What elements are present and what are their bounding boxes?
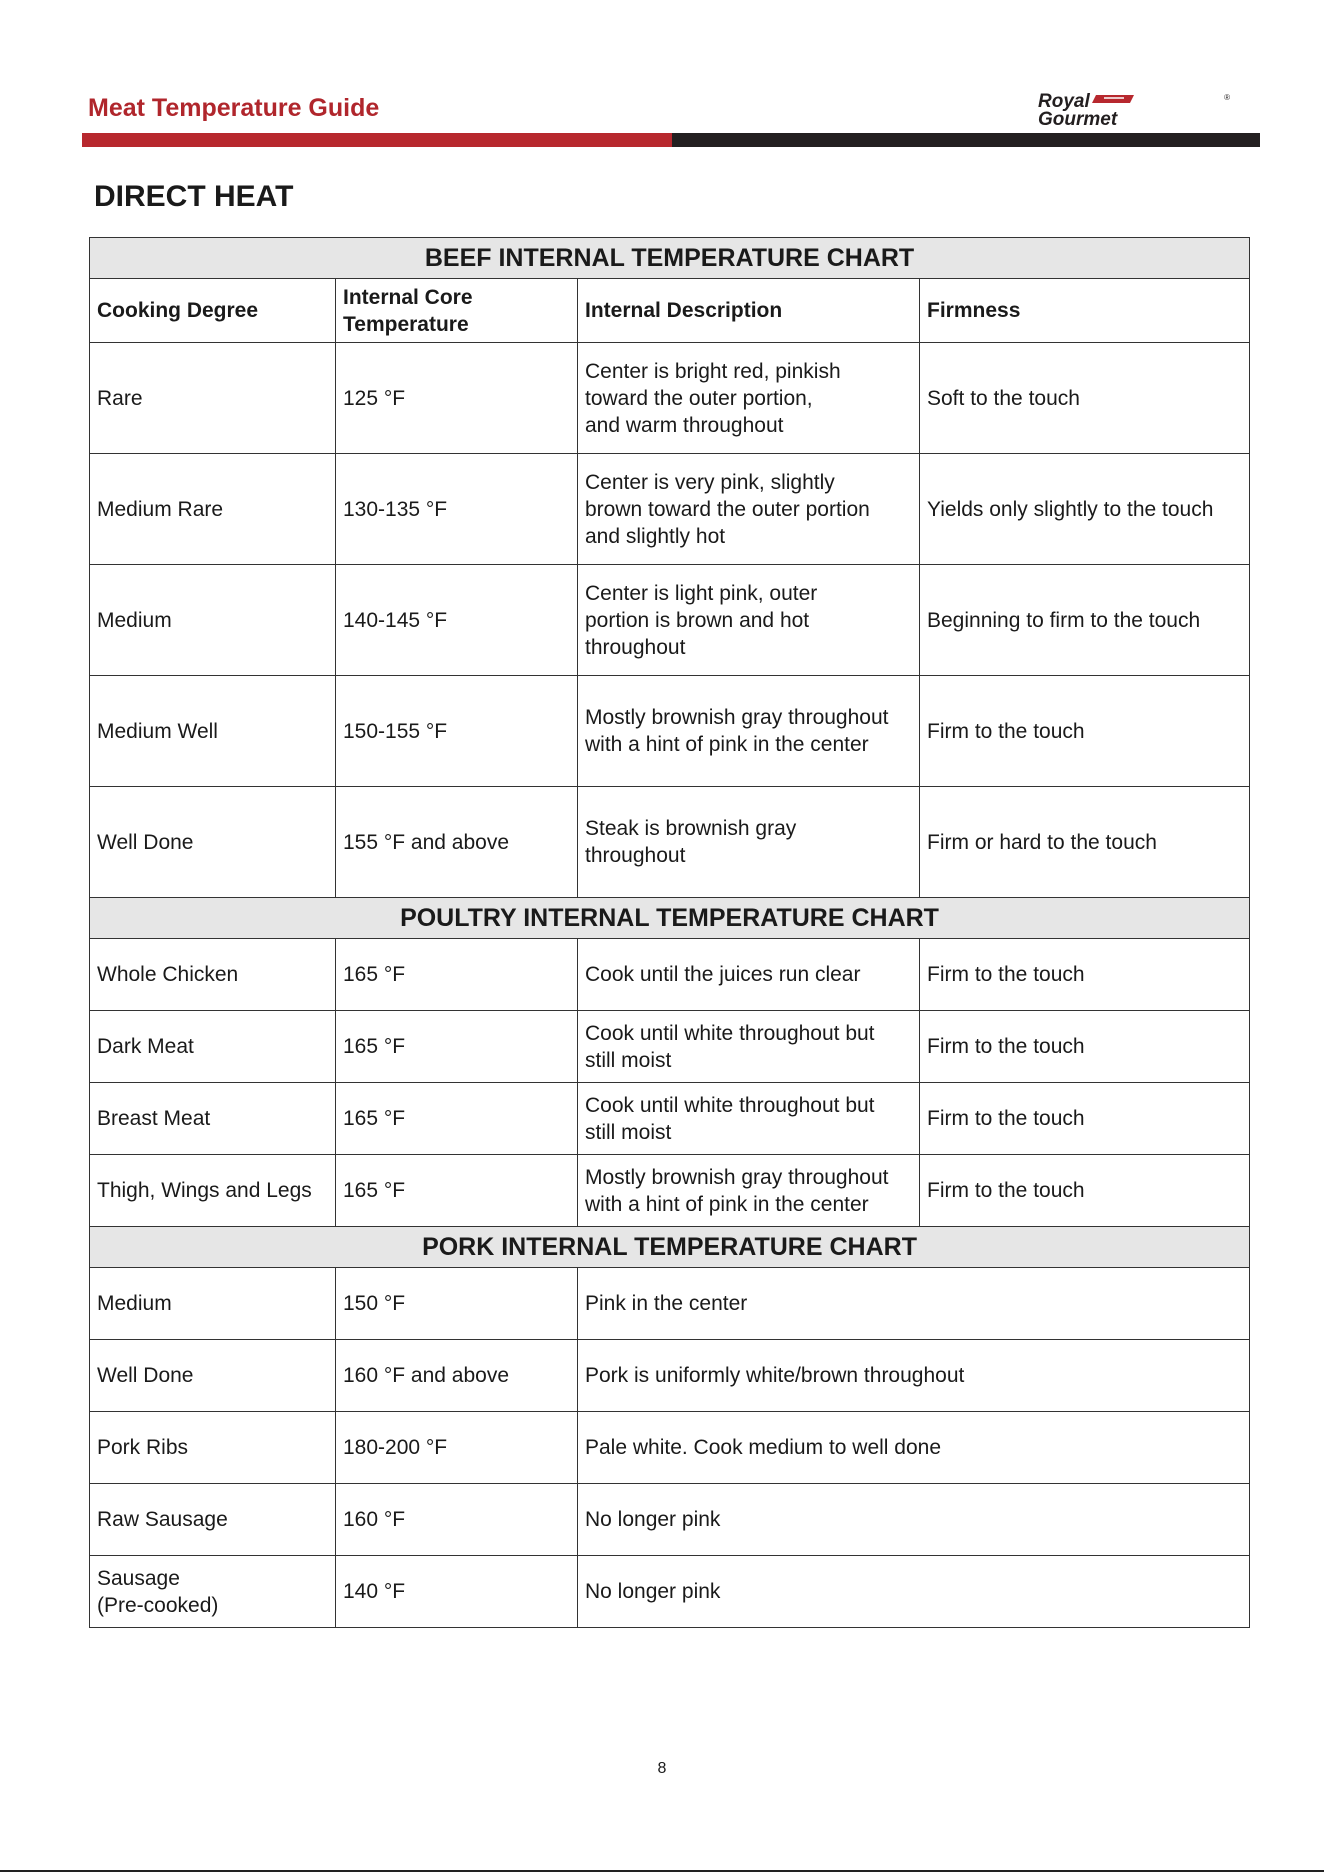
cooking-degree-cell: Rare bbox=[90, 343, 336, 454]
firmness-cell: Firm to the touch bbox=[920, 1083, 1250, 1155]
page-number: 8 bbox=[657, 1760, 667, 1777]
cooking-degree-cell: Well Done bbox=[90, 1340, 336, 1412]
description-cell: Steak is brownish gray throughout bbox=[578, 787, 920, 898]
temperature-cell: 160 °F bbox=[336, 1484, 578, 1556]
cooking-degree-cell: Raw Sausage bbox=[90, 1484, 336, 1556]
section-heading: DIRECT HEAT bbox=[94, 180, 294, 213]
temperature-cell: 130-135 °F bbox=[336, 454, 578, 565]
description-cell: Pink in the center bbox=[578, 1268, 1250, 1340]
description-cell: No longer pink bbox=[578, 1484, 1250, 1556]
firmness-cell: Firm to the touch bbox=[920, 939, 1250, 1011]
firmness-cell: Firm to the touch bbox=[920, 1155, 1250, 1227]
beef-row bbox=[90, 565, 1250, 676]
temperature-cell: 165 °F bbox=[336, 1083, 578, 1155]
beef-row bbox=[90, 787, 1250, 898]
description-cell: Pork is uniformly white/brown throughout bbox=[578, 1340, 1250, 1412]
cooking-degree-cell: Medium bbox=[90, 1268, 336, 1340]
core-temperature-header: Internal Core Temperature bbox=[336, 279, 578, 343]
pork-row bbox=[90, 1556, 1250, 1628]
poultry-chart-band bbox=[90, 898, 1250, 939]
description-cell: Mostly brownish gray throughout with a hint of pink in the center bbox=[578, 676, 920, 787]
pork-chart-band bbox=[90, 1227, 1250, 1268]
description-cell: Cook until the juices run clear bbox=[578, 939, 920, 1011]
description-cell: Center is bright red, pinkish toward the outer portion, and warm throughout bbox=[578, 343, 920, 454]
cooking-degree-cell: Whole Chicken bbox=[90, 939, 336, 1011]
temperature-cell: 165 °F bbox=[336, 1155, 578, 1227]
pork-chart-band-title: PORK INTERNAL TEMPERATURE CHART bbox=[90, 1227, 1250, 1268]
description-cell: Cook until white throughout but still moist bbox=[578, 1083, 920, 1155]
firmness-cell: Firm to the touch bbox=[920, 1011, 1250, 1083]
firmness-cell: Soft to the touch bbox=[920, 343, 1250, 454]
firmness-cell: Firm or hard to the touch bbox=[920, 787, 1250, 898]
temperature-cell: 155 °F and above bbox=[336, 787, 578, 898]
beef-row bbox=[90, 454, 1250, 565]
beef-row bbox=[90, 343, 1250, 454]
beef-row bbox=[90, 676, 1250, 787]
temperature-cell: 140-145 °F bbox=[336, 565, 578, 676]
cooking-degree-cell: Medium bbox=[90, 565, 336, 676]
temperature-cell: 150 °F bbox=[336, 1268, 578, 1340]
pork-row bbox=[90, 1484, 1250, 1556]
firmness-cell: Beginning to firm to the touch bbox=[920, 565, 1250, 676]
cooking-degree-cell: Medium Rare bbox=[90, 454, 336, 565]
column-header-row bbox=[90, 279, 1250, 343]
firmness-cell: Yields only slightly to the touch bbox=[920, 454, 1250, 565]
poultry-row bbox=[90, 939, 1250, 1011]
cooking-degree-cell: Breast Meat bbox=[90, 1083, 336, 1155]
description-cell: Mostly brownish gray throughout with a hint of pink in the center bbox=[578, 1155, 920, 1227]
pork-row bbox=[90, 1412, 1250, 1484]
royal-gourmet-logo bbox=[1034, 92, 1234, 128]
description-cell: Cook until white throughout but still moist bbox=[578, 1011, 920, 1083]
poultry-chart-band-title: POULTRY INTERNAL TEMPERATURE CHART bbox=[90, 898, 1250, 939]
description-cell: Center is very pink, slightly brown toward the outer portion and slightly hot bbox=[578, 454, 920, 565]
description-cell: Pale white. Cook medium to well done bbox=[578, 1412, 1250, 1484]
logo-line-2: Gourmet bbox=[1038, 109, 1118, 128]
temperature-cell: 150-155 °F bbox=[336, 676, 578, 787]
beef-chart-band bbox=[90, 238, 1250, 279]
temperature-cell: 165 °F bbox=[336, 939, 578, 1011]
temperature-cell: 165 °F bbox=[336, 1011, 578, 1083]
cooking-degree-cell: Thigh, Wings and Legs bbox=[90, 1155, 336, 1227]
poultry-row bbox=[90, 1083, 1250, 1155]
header-bar-black bbox=[672, 133, 1260, 147]
cooking-degree-header: Cooking Degree bbox=[90, 279, 336, 343]
page-title: Meat Temperature Guide bbox=[88, 94, 380, 122]
cooking-degree-cell: Dark Meat bbox=[90, 1011, 336, 1083]
description-cell: No longer pink bbox=[578, 1556, 1250, 1628]
pork-row bbox=[90, 1268, 1250, 1340]
pork-row bbox=[90, 1340, 1250, 1412]
logo-line-1: Royal bbox=[1038, 92, 1090, 112]
internal-description-header: Internal Description bbox=[578, 279, 920, 343]
beef-chart-band-title: BEEF INTERNAL TEMPERATURE CHART bbox=[90, 238, 1250, 279]
temperature-table bbox=[89, 237, 1250, 1628]
logo-registered-mark: ® bbox=[1224, 93, 1230, 102]
poultry-row bbox=[90, 1011, 1250, 1083]
temperature-cell: 160 °F and above bbox=[336, 1340, 578, 1412]
firmness-header: Firmness bbox=[920, 279, 1250, 343]
cooking-degree-cell: Well Done bbox=[90, 787, 336, 898]
temperature-cell: 140 °F bbox=[336, 1556, 578, 1628]
logo-flame-mark bbox=[1092, 95, 1134, 103]
description-cell: Center is light pink, outer portion is brown and hot throughout bbox=[578, 565, 920, 676]
temperature-table-body bbox=[90, 238, 1250, 1628]
temperature-cell: 125 °F bbox=[336, 343, 578, 454]
header-bar-red bbox=[82, 133, 672, 147]
cooking-degree-cell: Medium Well bbox=[90, 676, 336, 787]
firmness-cell: Firm to the touch bbox=[920, 676, 1250, 787]
temperature-cell: 180-200 °F bbox=[336, 1412, 578, 1484]
poultry-row bbox=[90, 1155, 1250, 1227]
cooking-degree-cell: Sausage (Pre-cooked) bbox=[90, 1556, 336, 1628]
cooking-degree-cell: Pork Ribs bbox=[90, 1412, 336, 1484]
